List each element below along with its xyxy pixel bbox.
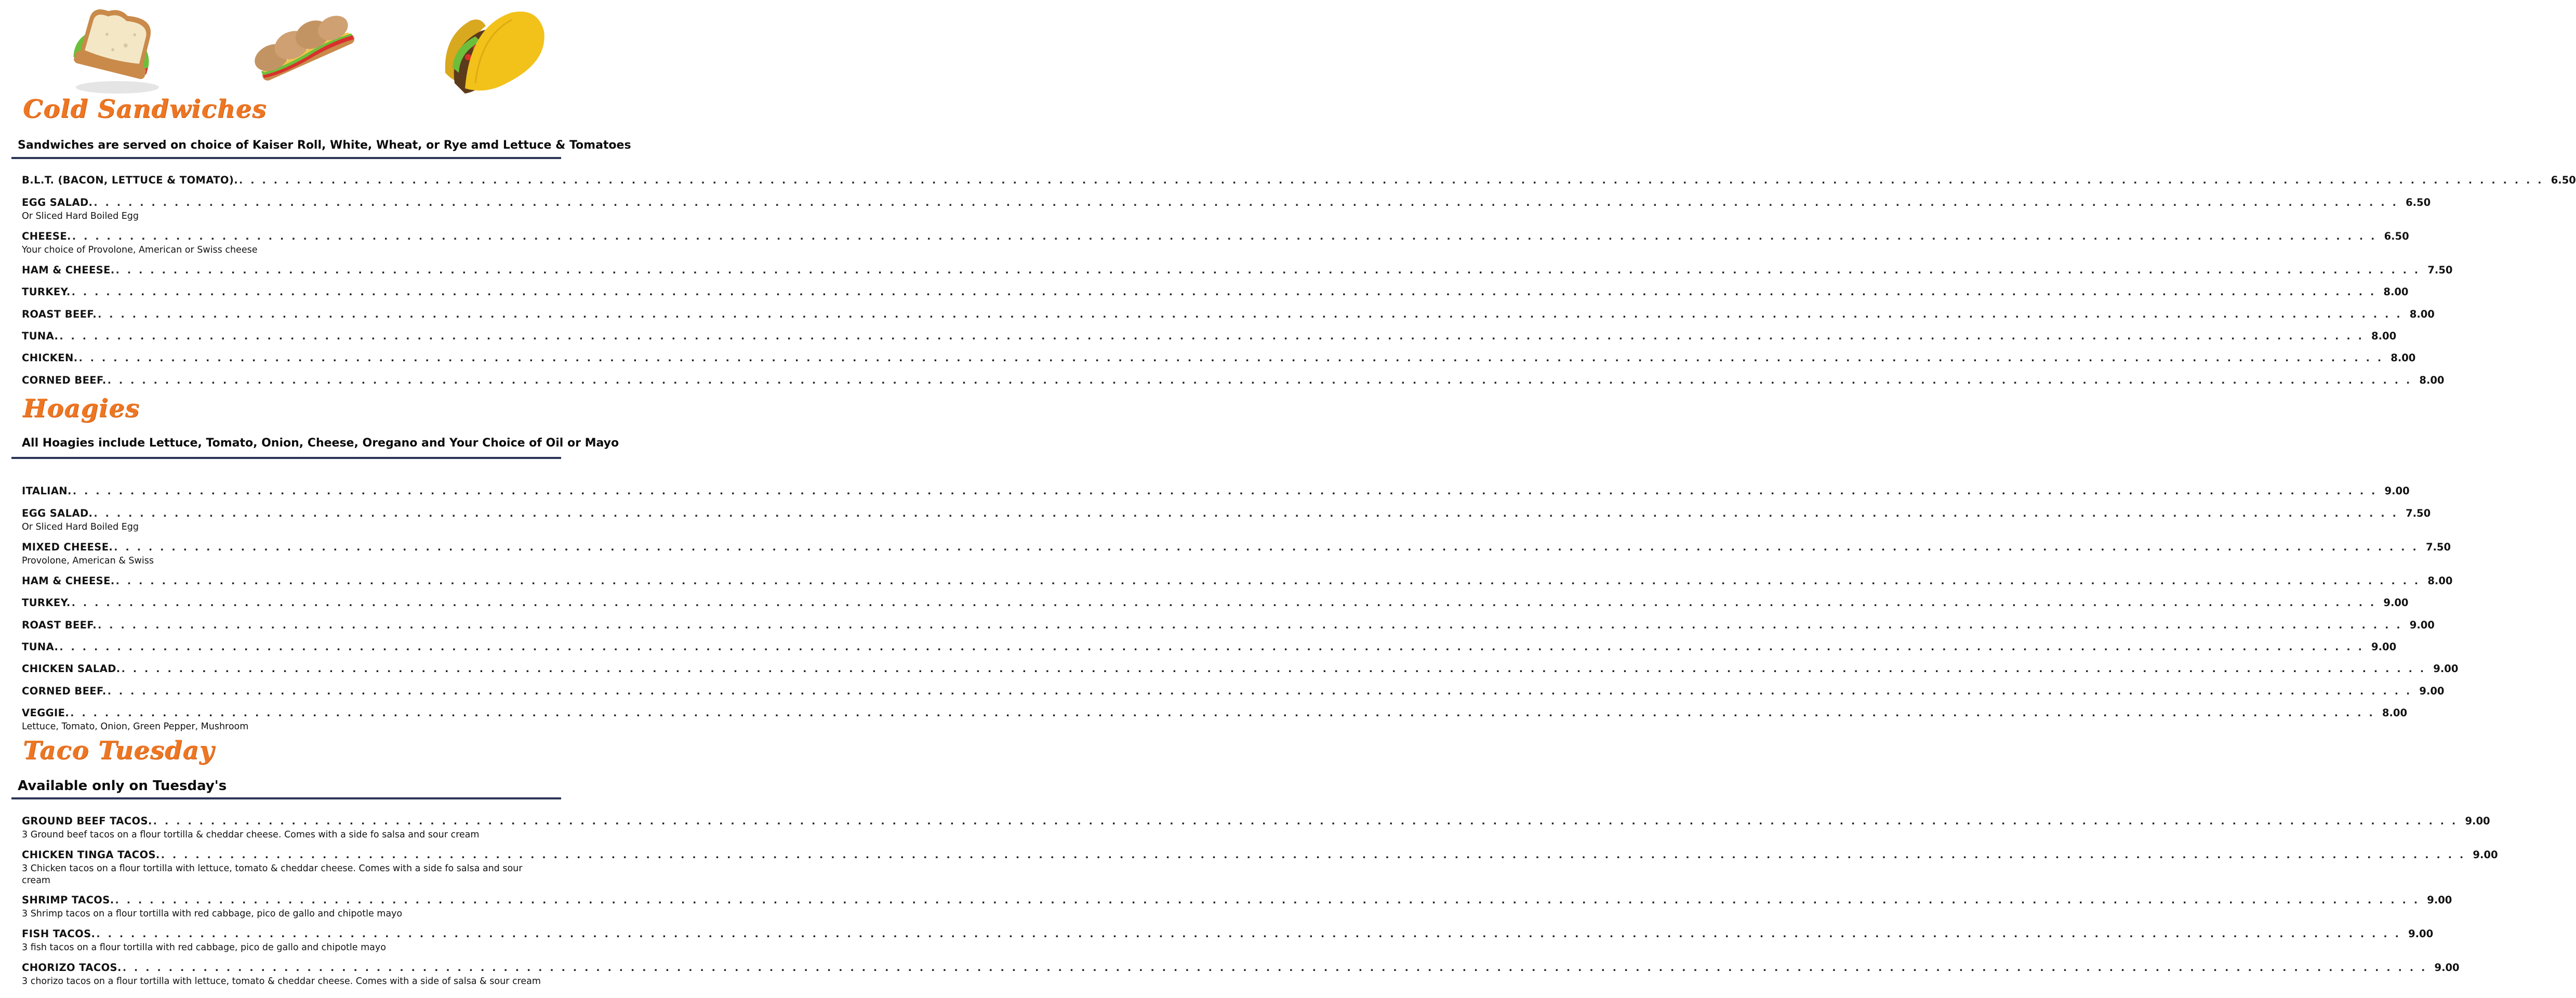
item-description: 3 Ground beef tacos on a flour tortilla & cheddar cheese. Comes with a side fo salsa and sour cream: [22, 830, 480, 840]
section-subtitle: Available only on Tuesday's: [18, 778, 227, 794]
dot-leader: . . . . . . . . . . . . . . . . . . . . . . . . . . . . . . . . . . . . . . . . . . . . . . . . . . . . . . . . . . . . . . . . . . . . . . . . . . . . . . . . . . . . . . . . . . . . . . . . . . . . . . . . . . . . . . . . . . . . . . . . . . . . . . . . . . . . . . . . . . . . . . . . . . . . . . . . . . . . . . . . . . . . . . . . . . . . . . . . . . . . . . . . . . . . . . . . . . . . . . . .: [96, 928, 2401, 940]
item-name: EGG SALAD.: [22, 507, 93, 519]
item-name: GROUND BEEF TACOS.: [22, 815, 152, 827]
menu-item: [22, 196, 2431, 222]
menu-item: [22, 485, 2410, 498]
item-price: 7.50: [2425, 541, 2451, 553]
menu-item: [22, 894, 2452, 920]
item-description: Or Sliced Hard Boiled Egg: [22, 522, 139, 532]
menu-item: [22, 286, 2409, 299]
item-name: VEGGIE.: [22, 707, 70, 719]
section-title-hoagies: Hoagies: [23, 394, 140, 423]
item-price: 8.00: [2382, 707, 2408, 719]
menu-item: [22, 962, 2460, 988]
item-name: CHORIZO TACOS.: [22, 962, 122, 974]
menu-item: [22, 174, 2576, 188]
item-name: SHRIMP TACOS.: [22, 894, 114, 906]
item-price: 9.00: [2419, 685, 2445, 697]
item-name: TURKEY.: [22, 286, 71, 298]
menu-item-row: [22, 894, 2452, 908]
menu-item: [22, 374, 2445, 388]
menu-item-row: [22, 174, 2576, 188]
dot-leader: . . . . . . . . . . . . . . . . . . . . . . . . . . . . . . . . . . . . . . . . . . . . . . . . . . . . . . . . . . . . . . . . . . . . . . . . . . . . . . . . . . . . . . . . . . . . . . . . . . . . . . . . . . . . . . . . . . . . . . . . . . . . . . . . . . . . . . . . . . . . . . . . . . . . . . . . . . . . . . . . . . . . . . . . . . . . . . . . . . . . . . . . . . . . . . . . . . . . . . . .: [153, 816, 2458, 827]
item-price: 8.00: [2391, 352, 2416, 364]
menu-item: [22, 330, 2397, 344]
item-description: 3 Shrimp tacos on a flour tortilla with red cabbage, pico de gallo and chipotle mayo: [22, 909, 403, 919]
menu-item: [22, 352, 2416, 365]
menu-item-row: [22, 641, 2397, 654]
item-name: B.L.T. (BACON, LETTUCE & TOMATO).: [22, 174, 238, 186]
item-description: Lettuce, Tomato, Onion, Green Pepper, Mushroom: [22, 721, 249, 732]
dot-leader: . . . . . . . . . . . . . . . . . . . . . . . . . . . . . . . . . . . . . . . . . . . . . . . . . . . . . . . . . . . . . . . . . . . . . . . . . . . . . . . . . . . . . . . . . . . . . . . . . . . . . . . . . . . . . . . . . . . . . . . . . . . . . . . . . . . . . . . . . . . . . . . . . . . . . . . . . . . . . . . . . . . . . . . . . . . . . . . . . . . . . . . . . . . . . . . . . . . . . . . .: [59, 331, 2365, 342]
menu-item-row: [22, 485, 2410, 498]
item-name: HAM & CHEESE.: [22, 575, 115, 587]
menu-item-row: [22, 230, 2409, 244]
dot-leader: . . . . . . . . . . . . . . . . . . . . . . . . . . . . . . . . . . . . . . . . . . . . . . . . . . . . . . . . . . . . . . . . . . . . . . . . . . . . . . . . . . . . . . . . . . . . . . . . . . . . . . . . . . . . . . . . . . . . . . . . . . . . . . . . . . . . . . . . . . . . . . . . . . . . . . . . . . . . . . . . . . . . . . . . . . . . . . . . . . . . . . . . . . . . . . . . . . . . . . . .: [121, 663, 2426, 675]
item-description: 3 Chicken tacos on a flour tortilla with lettuce, tomato & cheddar cheese. Comes with a side fo salsa and sour cream: [22, 863, 523, 886]
taco-icon: [434, 5, 548, 104]
menu-item-row: [22, 815, 2490, 829]
menu-item: [22, 663, 2459, 676]
menu-item-row: [22, 352, 2416, 365]
item-price: 6.50: [2384, 230, 2409, 242]
dot-leader: . . . . . . . . . . . . . . . . . . . . . . . . . . . . . . . . . . . . . . . . . . . . . . . . . . . . . . . . . . . . . . . . . . . . . . . . . . . . . . . . . . . . . . . . . . . . . . . . . . . . . . . . . . . . . . . . . . . . . . . . . . . . . . . . . . . . . . . . . . . . . . . . . . . . . . . . . . . . . . . . . . . . . . . . . . . . . . . . . . . . . . . . . . . . . . . . . . . . . . . .: [78, 352, 2384, 364]
menu-item-row: [22, 707, 2408, 720]
item-name: TURKEY.: [22, 597, 71, 609]
menu-item-row: [22, 575, 2453, 588]
dot-leader: . . . . . . . . . . . . . . . . . . . . . . . . . . . . . . . . . . . . . . . . . . . . . . . . . . . . . . . . . . . . . . . . . . . . . . . . . . . . . . . . . . . . . . . . . . . . . . . . . . . . . . . . . . . . . . . . . . . . . . . . . . . . . . . . . . . . . . . . . . . . . . . . . . . . . . . . . . . . . . . . . . . . . . . . . . . . . . . . . . . . . . . . . . . . . . . . . . . . . . . .: [115, 575, 2421, 587]
item-name: CHICKEN SALAD.: [22, 663, 121, 675]
divider: [11, 457, 561, 459]
menu-item: [22, 619, 2435, 633]
dot-leader: . . . . . . . . . . . . . . . . . . . . . . . . . . . . . . . . . . . . . . . . . . . . . . . . . . . . . . . . . . . . . . . . . . . . . . . . . . . . . . . . . . . . . . . . . . . . . . . . . . . . . . . . . . . . . . . . . . . . . . . . . . . . . . . . . . . . . . . . . . . . . . . . . . . . . . . . . . . . . . . . . . . . . . . . . . . . . . . . . . . . . . . . . . . . . . . . . . . . . . . .: [98, 309, 2402, 320]
dot-leader: . . . . . . . . . . . . . . . . . . . . . . . . . . . . . . . . . . . . . . . . . . . . . . . . . . . . . . . . . . . . . . . . . . . . . . . . . . . . . . . . . . . . . . . . . . . . . . . . . . . . . . . . . . . . . . . . . . . . . . . . . . . . . . . . . . . . . . . . . . . . . . . . . . . . . . . . . . . . . . . . . . . . . . . . . . . . . . . . . . . . . . . . . . . . . . . . . . . . . . . .: [70, 707, 2375, 719]
item-description: Or Sliced Hard Boiled Egg: [22, 211, 139, 221]
menu-item: [22, 230, 2409, 256]
item-price: 8.00: [2427, 575, 2453, 587]
item-price: 9.00: [2384, 485, 2410, 497]
menu-item-row: [22, 507, 2431, 521]
sandwich-icon: [61, 5, 168, 96]
dot-leader: . . . . . . . . . . . . . . . . . . . . . . . . . . . . . . . . . . . . . . . . . . . . . . . . . . . . . . . . . . . . . . . . . . . . . . . . . . . . . . . . . . . . . . . . . . . . . . . . . . . . . . . . . . . . . . . . . . . . . . . . . . . . . . . . . . . . . . . . . . . . . . . . . . . . . . . . . . . . . . . . . . . . . . . . . . . . . . . . . . . . . . . . . . . . . . . . . . . . . . . .: [71, 286, 2376, 298]
item-price: 8.00: [2409, 308, 2435, 320]
item-description: 3 fish tacos on a flour tortilla with red cabbage, pico de gallo and chipotle mayo: [22, 942, 386, 953]
menu-item: [22, 815, 2490, 841]
menu-item-row: [22, 286, 2409, 299]
item-price: 8.00: [2419, 374, 2445, 386]
dot-leader: . . . . . . . . . . . . . . . . . . . . . . . . . . . . . . . . . . . . . . . . . . . . . . . . . . . . . . . . . . . . . . . . . . . . . . . . . . . . . . . . . . . . . . . . . . . . . . . . . . . . . . . . . . . . . . . . . . . . . . . . . . . . . . . . . . . . . . . . . . . . . . . . . . . . . . . . . . . . . . . . . . . . . . . . . . . . . . . . . . . . . . . . . . . . . . . . . . . . . . . .: [94, 197, 2399, 208]
menu-item: [22, 308, 2435, 322]
section-subtitle: Sandwiches are served on choice of Kaiser Roll, White, Wheat, or Rye amd Lettuce & Tomatoes: [18, 139, 631, 152]
item-name: EGG SALAD.: [22, 196, 93, 208]
item-description: Your choice of Provolone, American or Swiss cheese: [22, 245, 258, 255]
divider: [11, 157, 561, 159]
divider: [11, 797, 561, 799]
item-price: 8.00: [2383, 286, 2409, 298]
item-name: HAM & CHEESE.: [22, 264, 115, 276]
section-title-taco-tuesday: Taco Tuesday: [23, 736, 215, 765]
item-price: 9.00: [2427, 894, 2452, 906]
menu-item: [22, 264, 2453, 278]
dot-leader: . . . . . . . . . . . . . . . . . . . . . . . . . . . . . . . . . . . . . . . . . . . . . . . . . . . . . . . . . . . . . . . . . . . . . . . . . . . . . . . . . . . . . . . . . . . . . . . . . . . . . . . . . . . . . . . . . . . . . . . . . . . . . . . . . . . . . . . . . . . . . . . . . . . . . . . . . . . . . . . . . . . . . . . . . . . . . . . . . . . . . . . . . . . . . . . . . . . . . . . .: [72, 231, 2377, 242]
item-name: CORNED BEEF.: [22, 685, 107, 697]
menu-item: [22, 685, 2445, 699]
item-name: ROAST BEEF.: [22, 619, 97, 631]
menu-item-row: [22, 849, 2498, 862]
item-price: 9.00: [2465, 815, 2490, 827]
dot-leader: . . . . . . . . . . . . . . . . . . . . . . . . . . . . . . . . . . . . . . . . . . . . . . . . . . . . . . . . . . . . . . . . . . . . . . . . . . . . . . . . . . . . . . . . . . . . . . . . . . . . . . . . . . . . . . . . . . . . . . . . . . . . . . . . . . . . . . . . . . . . . . . . . . . . . . . . . . . . . . . . . . . . . . . . . . . . . . . . . . . . . . . . . . . . . . . . . . . . . . . .: [122, 962, 2427, 974]
item-name: CHEESE.: [22, 230, 71, 242]
item-name: FISH TACOS.: [22, 928, 96, 940]
item-price: 9.00: [2433, 663, 2459, 675]
dot-leader: . . . . . . . . . . . . . . . . . . . . . . . . . . . . . . . . . . . . . . . . . . . . . . . . . . . . . . . . . . . . . . . . . . . . . . . . . . . . . . . . . . . . . . . . . . . . . . . . . . . . . . . . . . . . . . . . . . . . . . . . . . . . . . . . . . . . . . . . . . . . . . . . . . . . . . . . . . . . . . . . . . . . . . . . . . . . . . . . . . . . . . . . . . . . . . . . . . . . . . . .: [115, 895, 2420, 906]
item-price: 9.00: [2383, 597, 2409, 609]
item-price: 9.00: [2434, 962, 2460, 974]
menu-item-row: [22, 308, 2435, 322]
menu-item: [22, 575, 2453, 588]
item-description: 3 chorizo tacos on a flour tortilla with lettuce, tomato & cheddar cheese. Comes with a side of salsa & sour cream: [22, 976, 541, 987]
dot-leader: . . . . . . . . . . . . . . . . . . . . . . . . . . . . . . . . . . . . . . . . . . . . . . . . . . . . . . . . . . . . . . . . . . . . . . . . . . . . . . . . . . . . . . . . . . . . . . . . . . . . . . . . . . . . . . . . . . . . . . . . . . . . . . . . . . . . . . . . . . . . . . . . . . . . . . . . . . . . . . . . . . . . . . . . . . . . . . . . . . . . . . . . . . . . . . . . . . . . . . . .: [161, 849, 2466, 861]
item-name: CHICKEN.: [22, 352, 78, 364]
dot-leader: . . . . . . . . . . . . . . . . . . . . . . . . . . . . . . . . . . . . . . . . . . . . . . . . . . . . . . . . . . . . . . . . . . . . . . . . . . . . . . . . . . . . . . . . . . . . . . . . . . . . . . . . . . . . . . . . . . . . . . . . . . . . . . . . . . . . . . . . . . . . . . . . . . . . . . . . . . . . . . . . . . . . . . . . . . . . . . . . . . . . . . . . . . . . . . . . . . . . . . . .: [114, 542, 2419, 553]
menu-item: [22, 849, 2498, 887]
item-price: 6.50: [2551, 174, 2576, 186]
hoagie-icon: [248, 10, 360, 88]
menu-item-row: [22, 196, 2431, 210]
item-name: CORNED BEEF.: [22, 374, 107, 386]
item-name: MIXED CHEESE.: [22, 541, 113, 553]
menu-item-row: [22, 928, 2434, 941]
item-price: 9.00: [2408, 928, 2434, 940]
dot-leader: . . . . . . . . . . . . . . . . . . . . . . . . . . . . . . . . . . . . . . . . . . . . . . . . . . . . . . . . . . . . . . . . . . . . . . . . . . . . . . . . . . . . . . . . . . . . . . . . . . . . . . . . . . . . . . . . . . . . . . . . . . . . . . . . . . . . . . . . . . . . . . . . . . . . . . . . . . . . . . . . . . . . . . . . . . . . . . . . . . . . . . . . . . . . . . . . . . . . . . . .: [98, 620, 2402, 631]
section-subtitle: All Hoagies include Lettuce, Tomato, Onion, Cheese, Oregano and Your Choice of Oil or Mayo: [22, 437, 619, 450]
menu-item: [22, 507, 2431, 533]
dot-leader: . . . . . . . . . . . . . . . . . . . . . . . . . . . . . . . . . . . . . . . . . . . . . . . . . . . . . . . . . . . . . . . . . . . . . . . . . . . . . . . . . . . . . . . . . . . . . . . . . . . . . . . . . . . . . . . . . . . . . . . . . . . . . . . . . . . . . . . . . . . . . . . . . . . . . . . . . . . . . . . . . . . . . . . . . . . . . . . . . . . . . . . . . . . . . . . . . . . . . . . .: [94, 508, 2399, 519]
item-description: Provolone, American & Swiss: [22, 556, 154, 566]
dot-leader: . . . . . . . . . . . . . . . . . . . . . . . . . . . . . . . . . . . . . . . . . . . . . . . . . . . . . . . . . . . . . . . . . . . . . . . . . . . . . . . . . . . . . . . . . . . . . . . . . . . . . . . . . . . . . . . . . . . . . . . . . . . . . . . . . . . . . . . . . . . . . . . . . . . . . . . . . . . . . . . . . . . . . . . . . . . . . . . . . . . . . . . . . . . . . . . . . . . . . . . .: [115, 265, 2421, 276]
item-name: ROAST BEEF.: [22, 308, 97, 320]
menu-item: [22, 597, 2409, 610]
menu-item: [22, 707, 2408, 733]
item-name: ITALIAN.: [22, 485, 72, 497]
dot-leader: . . . . . . . . . . . . . . . . . . . . . . . . . . . . . . . . . . . . . . . . . . . . . . . . . . . . . . . . . . . . . . . . . . . . . . . . . . . . . . . . . . . . . . . . . . . . . . . . . . . . . . . . . . . . . . . . . . . . . . . . . . . . . . . . . . . . . . . . . . . . . . . . . . . . . . . . . . . . . . . . . . . . . . . . . . . . . . . . . . . . . . . . . . . . . . . . . . . . . . . .: [72, 485, 2378, 497]
dot-leader: . . . . . . . . . . . . . . . . . . . . . . . . . . . . . . . . . . . . . . . . . . . . . . . . . . . . . . . . . . . . . . . . . . . . . . . . . . . . . . . . . . . . . . . . . . . . . . . . . . . . . . . . . . . . . . . . . . . . . . . . . . . . . . . . . . . . . . . . . . . . . . . . . . . . . . . . . . . . . . . . . . . . . . . . . . . . . . . . . . . . . . . . . . . . . . . . . . . . . . . .: [107, 686, 2412, 697]
section-title-cold-sandwiches: Cold Sandwiches: [23, 95, 267, 124]
dot-leader: . . . . . . . . . . . . . . . . . . . . . . . . . . . . . . . . . . . . . . . . . . . . . . . . . . . . . . . . . . . . . . . . . . . . . . . . . . . . . . . . . . . . . . . . . . . . . . . . . . . . . . . . . . . . . . . . . . . . . . . . . . . . . . . . . . . . . . . . . . . . . . . . . . . . . . . . . . . . . . . . . . . . . . . . . . . . . . . . . . . . . . . . . . . . . . . . . . . . . . . .: [71, 597, 2376, 609]
item-price: 7.50: [2406, 507, 2431, 519]
item-name: TUNA.: [22, 330, 59, 342]
item-price: 7.50: [2427, 264, 2453, 276]
item-price: 9.00: [2371, 641, 2397, 653]
menu-item-row: [22, 264, 2453, 278]
menu-item-row: [22, 962, 2460, 975]
dot-leader: . . . . . . . . . . . . . . . . . . . . . . . . . . . . . . . . . . . . . . . . . . . . . . . . . . . . . . . . . . . . . . . . . . . . . . . . . . . . . . . . . . . . . . . . . . . . . . . . . . . . . . . . . . . . . . . . . . . . . . . . . . . . . . . . . . . . . . . . . . . . . . . . . . . . . . . . . . . . . . . . . . . . . . . . . . . . . . . . . . . . . . . . . . . . . . . . . . . . . . . .: [239, 175, 2544, 186]
menu-item-row: [22, 619, 2435, 633]
dot-leader: . . . . . . . . . . . . . . . . . . . . . . . . . . . . . . . . . . . . . . . . . . . . . . . . . . . . . . . . . . . . . . . . . . . . . . . . . . . . . . . . . . . . . . . . . . . . . . . . . . . . . . . . . . . . . . . . . . . . . . . . . . . . . . . . . . . . . . . . . . . . . . . . . . . . . . . . . . . . . . . . . . . . . . . . . . . . . . . . . . . . . . . . . . . . . . . . . . . . . . . .: [59, 641, 2365, 653]
item-name: TUNA.: [22, 641, 59, 653]
menu-item-row: [22, 541, 2451, 555]
dot-leader: . . . . . . . . . . . . . . . . . . . . . . . . . . . . . . . . . . . . . . . . . . . . . . . . . . . . . . . . . . . . . . . . . . . . . . . . . . . . . . . . . . . . . . . . . . . . . . . . . . . . . . . . . . . . . . . . . . . . . . . . . . . . . . . . . . . . . . . . . . . . . . . . . . . . . . . . . . . . . . . . . . . . . . . . . . . . . . . . . . . . . . . . . . . . . . . . . . . . . . . .: [107, 375, 2412, 386]
item-name: CHICKEN TINGA TACOS.: [22, 849, 160, 861]
item-price: 9.00: [2409, 619, 2435, 631]
menu-item-row: [22, 374, 2445, 388]
menu-item: [22, 928, 2434, 954]
menu-item: [22, 641, 2397, 654]
menu-item-row: [22, 597, 2409, 610]
menu-item-row: [22, 663, 2459, 676]
menu-item-row: [22, 685, 2445, 699]
menu-item-row: [22, 330, 2397, 344]
item-price: 9.00: [2473, 849, 2498, 861]
item-price: 6.50: [2406, 196, 2431, 208]
item-price: 8.00: [2371, 330, 2397, 342]
menu-item: [22, 541, 2451, 567]
